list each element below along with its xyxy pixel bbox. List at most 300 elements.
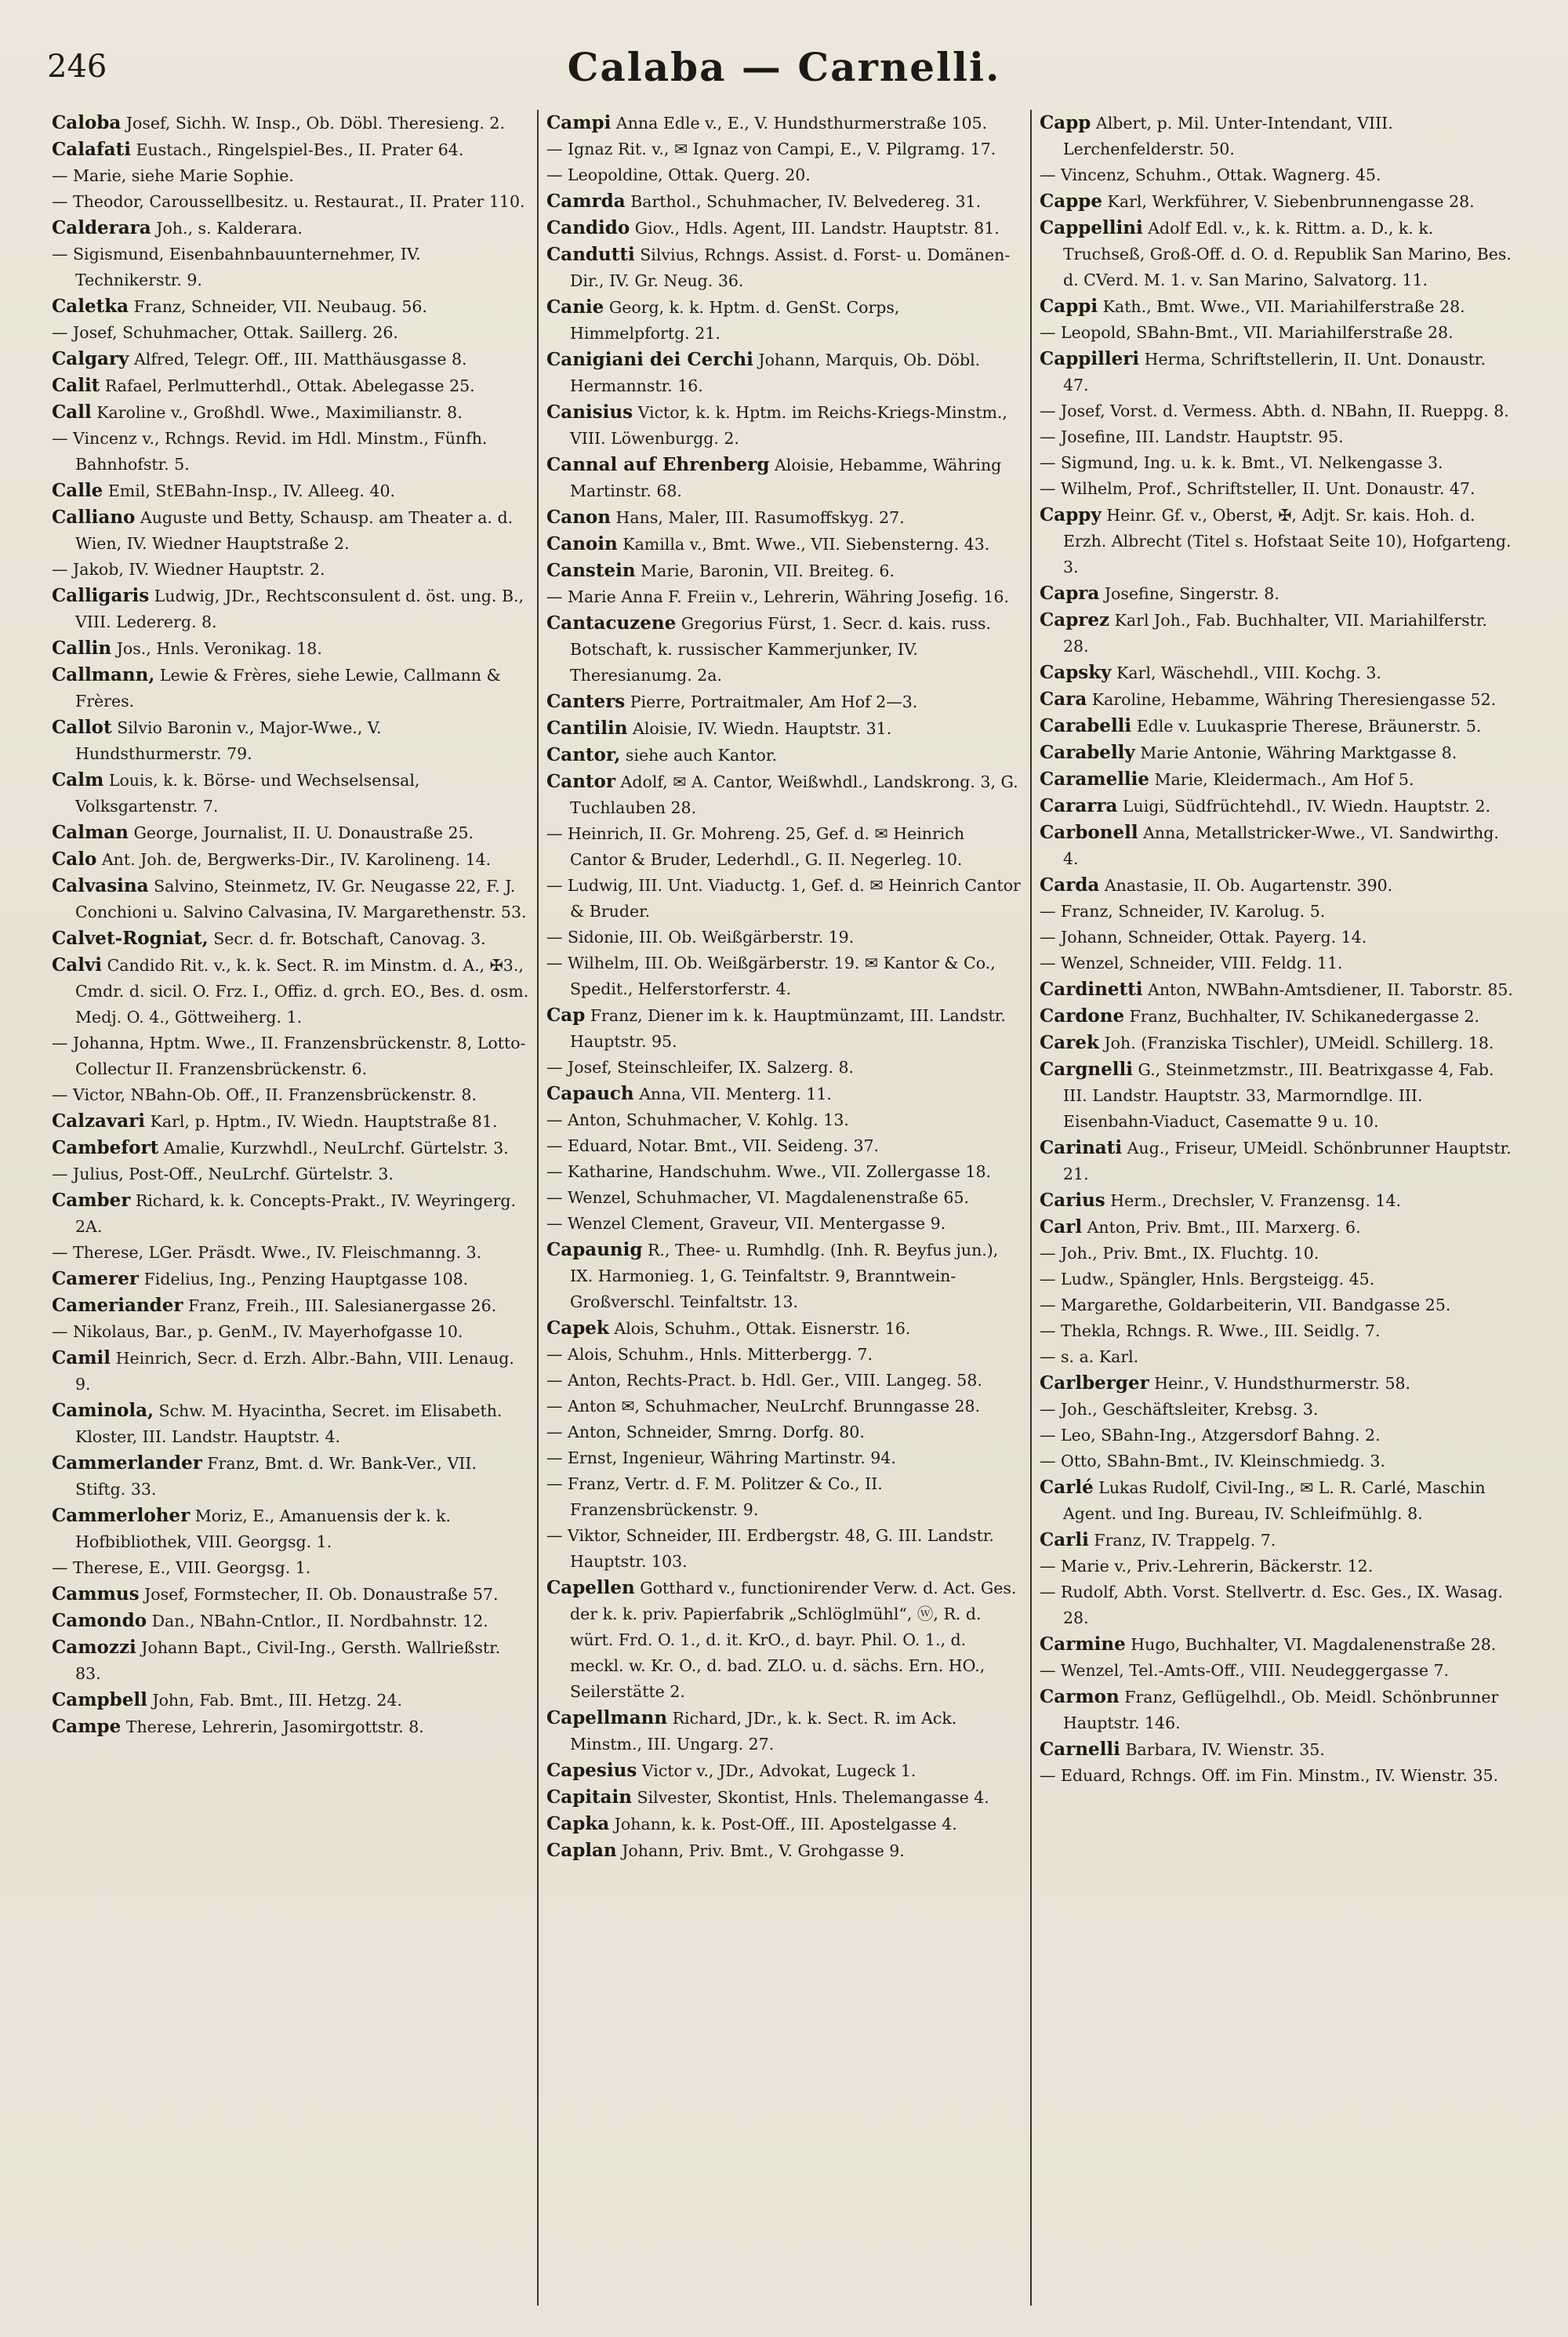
entry-surname: Capellmann — [546, 1707, 668, 1728]
directory-entry — [546, 1445, 1022, 1471]
entry-details: Gotthard v., functionirender Verw. d. Act. Ges. der k. k. priv. Papierfabrik „Schlöglmühl“, ⓦ, R. d. würt. Frd. O. 1., d. it. KrO., d. bayr. Phil. O. 1., d. meckl. w. Kr. O., d. bad. ZLO. u. d. sächs. Ern. HO., Seilerstätte 2. — [570, 1579, 1017, 1701]
directory-entry — [1040, 1631, 1515, 1658]
entry-details: — Sigmund, Ing. u. k. k. Bmt., VI. Nelkengasse 3. — [1040, 453, 1443, 472]
directory-entry — [1040, 1318, 1515, 1344]
directory-entry — [52, 426, 529, 478]
directory-entry — [1040, 1554, 1515, 1579]
directory-entry — [1040, 660, 1515, 686]
entry-surname: Caletka — [52, 296, 129, 317]
entry-details: Johann, k. k. Post-Off., III. Apostelgasse 4. — [614, 1815, 957, 1834]
entry-details: — Marie, siehe Marie Sophie. — [52, 166, 294, 185]
entry-surname: Cameriander — [52, 1295, 183, 1316]
entry-details: Johann, Priv. Bmt., V. Grohgasse 9. — [622, 1841, 905, 1860]
entry-surname: Cantacuzene — [546, 612, 677, 634]
entry-details: Hugo, Buchhalter, VI. Magdalenenstraße 28. — [1131, 1635, 1497, 1654]
entry-surname: Camondo — [52, 1610, 147, 1631]
directory-entry — [52, 399, 529, 426]
directory-entry — [1040, 950, 1515, 976]
entry-details: — Leopold, SBahn-Bmt., VII. Mariahilferstraße 28. — [1040, 323, 1454, 342]
entry-surname: Cappellini — [1040, 217, 1143, 238]
entry-surname: Cargnelli — [1040, 1059, 1133, 1080]
entry-details: Fidelius, Ing., Penzing Hauptgasse 108. — [143, 1270, 469, 1288]
entry-details: Therese, Lehrerin, Jasomirgottstr. 8. — [125, 1717, 424, 1736]
directory-entry — [52, 1345, 529, 1397]
directory-entry — [546, 399, 1022, 452]
entry-details: Pierre, Portraitmaler, Am Hof 2—3. — [630, 692, 918, 711]
entry-details: Amalie, Kurzwhdl., NeuLrchf. Gürtelstr. 3. — [163, 1139, 509, 1158]
directory-entry — [1040, 346, 1515, 398]
directory-entry — [52, 1030, 529, 1082]
directory-entry — [1040, 1658, 1515, 1684]
directory-entry — [1040, 1003, 1515, 1030]
directory-entry — [1040, 740, 1515, 766]
entry-details: Rafael, Perlmutterhdl., Ottak. Abelegasse 25. — [104, 376, 475, 395]
directory-entry — [546, 1211, 1022, 1237]
directory-entry — [52, 1319, 529, 1345]
directory-entry — [546, 1811, 1022, 1837]
entry-details: Karoline v., Großhdl. Wwe., Maximilianstr. 8. — [96, 403, 463, 422]
entry-surname: Cammerlander — [52, 1452, 202, 1474]
entry-details: — Anton, Rechts-Pract. b. Hdl. Ger., VIII. Langeg. 58. — [546, 1371, 982, 1390]
directory-entry — [1040, 1030, 1515, 1056]
entry-details: Franz, Buchhalter, IV. Schikanedergasse 2. — [1129, 1007, 1480, 1026]
directory-entry — [1040, 188, 1515, 215]
entry-surname: Cap — [546, 1005, 586, 1026]
directory-entry — [1040, 1292, 1515, 1318]
entry-details: — Josef, Vorst. d. Vermess. Abth. d. NBahn, II. Rueppg. 8. — [1040, 402, 1509, 420]
entry-details: Franz, Freih., III. Salesianergasse 26. — [188, 1296, 497, 1315]
entry-details: Albert, p. Mil. Unter-Intendant, VIII. Lerchenfelderstr. 50. — [1063, 114, 1393, 158]
entry-details: — Thekla, Rchngs. R. Wwe., III. Seidlg. 7. — [1040, 1321, 1381, 1340]
directory-entry — [546, 1055, 1022, 1081]
entry-details: Josef, Sichh. W. Insp., Ob. Döbl. Theresieng. 2. — [125, 114, 505, 133]
entry-details: — Sidonie, III. Ob. Weißgärberstr. 19. — [546, 928, 855, 947]
entry-details: Anastasie, II. Ob. Augartenstr. 390. — [1104, 876, 1393, 895]
entry-details: — Theodor, Caroussellbesitz. u. Restaurat., II. Prater 110. — [52, 192, 525, 211]
directory-entry — [546, 1705, 1022, 1757]
directory-entry — [1040, 686, 1515, 713]
entry-details: Heinrich, Secr. d. Erzh. Albr.-Bahn, VIII. Lenaug. 9. — [75, 1349, 514, 1394]
directory-entry — [1040, 1214, 1515, 1241]
entry-details: Joh., s. Kalderara. — [156, 219, 303, 238]
directory-entry — [1040, 1579, 1515, 1631]
entry-surname: Carabelly — [1040, 742, 1135, 763]
directory-entry — [52, 189, 529, 215]
entry-surname: Calligaris — [52, 585, 150, 606]
entry-details: Johann, Marquis, Ob. Döbl. Hermannstr. 16. — [570, 351, 981, 395]
directory-entry — [546, 1757, 1022, 1784]
entry-surname: Campbell — [52, 1689, 147, 1710]
entry-surname: Calzavari — [52, 1110, 146, 1132]
entry-surname: Calit — [52, 375, 100, 396]
directory-entry — [1040, 162, 1515, 188]
entry-details: Karl, Wäschehdl., VIII. Kochg. 3. — [1116, 663, 1381, 682]
directory-entry — [52, 952, 529, 1030]
entry-details: — Jakob, IV. Wiedner Hauptstr. 2. — [52, 560, 325, 579]
entry-details: Luigi, Südfrüchtehdl., IV. Wiedn. Hauptstr. 2. — [1122, 797, 1491, 816]
entry-details: Moriz, E., Amanuensis der k. k. Hofbibliothek, VIII. Georgsg. 1. — [75, 1507, 452, 1551]
entry-details: Alfred, Telegr. Off., III. Matthäusgasse 8. — [133, 350, 467, 369]
entry-details: Heinr., V. Hundsthurmerstr. 58. — [1154, 1374, 1411, 1393]
running-title: Calaba — Carnelli. — [567, 43, 1001, 90]
directory-entry — [1040, 293, 1515, 320]
entry-details: Salvino, Steinmetz, IV. Gr. Neugasse 22, F. J. Conchioni u. Salvino Calvasina, IV. Margarethenstr. 53. — [75, 877, 527, 921]
directory-entry — [546, 558, 1022, 584]
directory-entry — [546, 110, 1022, 136]
entry-surname: Cantor, — [546, 744, 621, 765]
directory-entry — [546, 925, 1022, 950]
entry-details: — Anton, Schuhmacher, V. Kohlg. 13. — [546, 1110, 849, 1129]
entry-surname: Calo — [52, 849, 97, 870]
directory-entry — [1040, 766, 1515, 793]
entry-details: — Alois, Schuhm., Hnls. Mitterbergg. 7. — [546, 1345, 873, 1364]
directory-entry — [1040, 424, 1515, 450]
entry-details: — Marie v., Priv.-Lehrerin, Bäckerstr. 12. — [1040, 1557, 1374, 1576]
entry-surname: Capesius — [546, 1760, 637, 1781]
entry-details: Anna Edle v., E., V. Hundsthurmerstraße 105. — [615, 114, 988, 133]
entry-surname: Cappy — [1040, 504, 1102, 525]
entry-details: siehe auch Kantor. — [625, 746, 777, 765]
entry-details: Kamilla v., Bmt. Wwe., VII. Siebensterng. 43. — [622, 535, 990, 554]
directory-entry — [546, 1419, 1022, 1445]
entry-details: — Julius, Post-Off., NeuLrchf. Gürtelstr. 3. — [52, 1165, 394, 1183]
entry-details: — Therese, LGer. Präsdt. Wwe., IV. Fleischmanng. 3. — [52, 1243, 482, 1262]
directory-entry — [546, 1107, 1022, 1133]
entry-surname: Cantor — [546, 771, 616, 792]
directory-entry — [1040, 110, 1515, 162]
entry-details: Ludwig, JDr., Rechtsconsulent d. öst. ung. B., VIII. Ledererg. 8. — [75, 587, 524, 631]
entry-details: Jos., Hnls. Veronikag. 18. — [116, 639, 322, 658]
directory-entry — [546, 1133, 1022, 1159]
directory-entry — [546, 689, 1022, 715]
directory-entry — [1040, 976, 1515, 1003]
entry-surname: Canoin — [546, 533, 618, 554]
entry-details: Karl Joh., Fab. Buchhalter, VII. Mariahilferstr. 28. — [1063, 611, 1487, 656]
entry-surname: Carli — [1040, 1529, 1089, 1550]
directory-entry — [1040, 1423, 1515, 1448]
directory-entry — [52, 846, 529, 873]
directory-entry — [52, 1187, 529, 1240]
entry-details: Franz, Schneider, VII. Neubaug. 56. — [133, 297, 427, 316]
directory-entry — [1040, 820, 1515, 872]
entry-details: — Vincenz v., Rchngs. Revid. im Hdl. Minstm., Fünfh. Bahnhofstr. 5. — [52, 429, 488, 474]
directory-entry — [1040, 1135, 1515, 1187]
entry-details: Secr. d. fr. Botschaft, Canovag. 3. — [213, 929, 486, 948]
directory-entry — [52, 320, 529, 346]
entry-surname: Camozzi — [52, 1637, 136, 1658]
directory-entry — [1040, 320, 1515, 346]
entry-details: Candido Rit. v., k. k. Sect. R. im Minstm. d. A., ✠3., Cmdr. d. sicil. O. Frz. I., Offiz. d. grch. EO., Bes. d. osm. Medj. O. 4., Göttweiherg. 1. — [75, 956, 529, 1027]
directory-entry — [546, 242, 1022, 294]
entry-details: Aloisie, IV. Wiedn. Hauptstr. 31. — [633, 719, 892, 738]
entry-details: — Leo, SBahn-Ing., Atzgersdorf Bahng. 2. — [1040, 1426, 1381, 1445]
directory-entry — [546, 1081, 1022, 1107]
directory-entry — [52, 1687, 529, 1714]
directory-entry — [52, 873, 529, 925]
entry-details: Karoline, Hebamme, Währing Theresiengasse 52. — [1091, 690, 1497, 709]
entry-surname: Camil — [52, 1347, 111, 1368]
entry-details: — Johann, Schneider, Ottak. Payerg. 14. — [1040, 928, 1367, 947]
entry-details: Victor, k. k. Hptm. im Reichs-Kriegs-Minstm., VIII. Löwenburgg. 2. — [570, 403, 1007, 448]
entry-surname: Callot — [52, 717, 112, 738]
directory-entry — [1040, 1344, 1515, 1370]
entry-details: — Heinrich, II. Gr. Mohreng. 25, Gef. d. ✉ Heinrich Cantor & Bruder, Lederhdl., G. II. Negerleg. 10. — [546, 824, 965, 869]
entry-surname: Carius — [1040, 1190, 1105, 1211]
entry-surname: Caprez — [1040, 609, 1110, 631]
entry-surname: Canisius — [546, 402, 633, 423]
directory-entry — [1040, 1370, 1515, 1397]
directory-entry — [1040, 1684, 1515, 1736]
entry-surname: Camber — [52, 1190, 131, 1211]
entry-details: Kath., Bmt. Wwe., VII. Mariahilferstraße 28. — [1102, 297, 1465, 316]
directory-entry — [52, 1555, 529, 1581]
directory-entry — [546, 1185, 1022, 1211]
entry-surname: Camerer — [52, 1268, 140, 1289]
directory-entry — [546, 742, 1022, 769]
directory-entry — [1040, 1474, 1515, 1527]
entry-details: Marie Antonie, Währing Marktgasse 8. — [1140, 743, 1457, 762]
entry-details: — Sigismund, Eisenbahnbauunternehmer, IV. Technikerstr. 9. — [52, 245, 421, 289]
directory-entry — [546, 1471, 1022, 1523]
entry-surname: Carmine — [1040, 1634, 1126, 1655]
entry-details: Marie, Baronin, VII. Breiteg. 6. — [641, 562, 895, 580]
directory-entry — [1040, 1056, 1515, 1135]
entry-details: R., Thee- u. Rumhdlg. (Inh. R. Beyfus jun.), IX. Harmonieg. 1, G. Teinfaltstr. 9, Branntwein-Großverschl. Teinfaltstr. 13. — [570, 1241, 999, 1311]
directory-entry — [52, 373, 529, 399]
directory-entry — [52, 163, 529, 189]
entry-surname: Carlberger — [1040, 1372, 1149, 1394]
entry-details: Aloisie, Hebamme, Währing Martinstr. 68. — [570, 456, 1002, 500]
directory-entry — [1040, 1397, 1515, 1423]
entry-details: G., Steinmetzmstr., III. Beatrixgasse 4, Fab. III. Landstr. Hauptstr. 33, Marmorndlge. III. Eisenbahn-Viaduct, Casematte 9 u. 10. — [1063, 1060, 1494, 1131]
entry-details: — Eduard, Rchngs. Off. im Fin. Minstm., IV. Wienstr. 35. — [1040, 1766, 1499, 1785]
entry-details: — Ludw., Spängler, Hnls. Bergsteigg. 45. — [1040, 1270, 1375, 1288]
entry-details: Josefine, Singerstr. 8. — [1104, 584, 1279, 603]
directory-entry — [546, 1002, 1022, 1055]
entry-surname: Calvet-Rogniat, — [52, 928, 209, 949]
entry-details: Franz, Diener im k. k. Hauptmünzamt, III. Landstr. Hauptstr. 95. — [570, 1006, 1006, 1051]
entry-details: — Franz, Vertr. d. F. M. Politzer & Co., II. Franzensbrückenstr. 9. — [546, 1474, 883, 1519]
directory-entry — [52, 1240, 529, 1266]
directory-entry — [52, 635, 529, 662]
directory-entry — [1040, 1267, 1515, 1292]
directory-entry — [1040, 793, 1515, 820]
entry-details: — Victor, NBahn-Ob. Off., II. Franzensbrückenstr. 8. — [52, 1085, 477, 1104]
directory-entry — [546, 136, 1022, 162]
directory-entry — [52, 1581, 529, 1608]
entry-surname: Canie — [546, 296, 604, 318]
directory-entry — [546, 1837, 1022, 1864]
entry-details: Franz, Bmt. d. Wr. Bank-Ver., VII. Stiftg. 33. — [75, 1454, 477, 1499]
entry-surname: Calm — [52, 769, 104, 791]
entry-surname: Calgary — [52, 348, 129, 369]
entry-details: — Ignaz Rit. v., ✉ Ignaz von Campi, E., V. Pilgramg. 17. — [546, 140, 996, 158]
entry-surname: Candido — [546, 217, 630, 238]
entry-surname: Carbonell — [1040, 822, 1138, 843]
entry-surname: Callmann, — [52, 664, 155, 685]
entry-details: Alois, Schuhm., Ottak. Eisnerstr. 16. — [614, 1319, 911, 1338]
entry-details: George, Journalist, II. U. Donaustraße 25. — [133, 823, 474, 842]
entry-details: Eustach., Ringelspiel-Bes., II. Prater 64. — [136, 140, 464, 159]
directory-entry — [546, 821, 1022, 873]
entry-surname: Cambefort — [52, 1137, 159, 1158]
entry-surname: Cararra — [1040, 795, 1118, 816]
entry-details: Barbara, IV. Wienstr. 35. — [1125, 1740, 1325, 1759]
entry-details: — Joh., Geschäftsleiter, Krebsg. 3. — [1040, 1400, 1319, 1419]
entry-surname: Cammus — [52, 1583, 140, 1605]
entry-details: — Eduard, Notar. Bmt., VII. Seideng. 37. — [546, 1136, 880, 1155]
entry-surname: Carmon — [1040, 1686, 1120, 1707]
entry-details: — Josef, Steinschleifer, IX. Salzerg. 8. — [546, 1058, 855, 1077]
directory-entry — [1040, 580, 1515, 607]
entry-details: Anton, NWBahn-Amtsdiener, II. Taborstr. 85. — [1148, 980, 1513, 999]
directory-entry — [546, 504, 1022, 531]
entry-details: Schw. M. Hyacintha, Secret. im Elisabeth. Kloster, III. Landstr. Hauptstr. 4. — [75, 1401, 503, 1446]
entry-surname: Carek — [1040, 1032, 1099, 1053]
directory-entry — [52, 714, 529, 767]
entry-details: — Katharine, Handschuhm. Wwe., VII. Zollergasse 18. — [546, 1162, 992, 1181]
directory-entry — [52, 1108, 529, 1135]
entry-details: Franz, IV. Trappelg. 7. — [1094, 1531, 1276, 1550]
directory-entry — [546, 294, 1022, 347]
entry-details: Hans, Maler, III. Rasumoffskyg. 27. — [615, 508, 905, 527]
directory-entry — [546, 452, 1022, 504]
directory-entry — [1040, 215, 1515, 293]
entry-details: — Wenzel, Schneider, VIII. Feldg. 11. — [1040, 954, 1343, 972]
entry-details: Joh. (Franziska Tischler), UMeidl. Schillerg. 18. — [1104, 1034, 1494, 1052]
entry-details: — Joh., Priv. Bmt., IX. Fluchtg. 10. — [1040, 1244, 1319, 1263]
entry-surname: Capsky — [1040, 662, 1112, 683]
entry-details: — Nikolaus, Bar., p. GenM., IV. Mayerhofgasse 10. — [52, 1322, 463, 1341]
entry-details: — Viktor, Schneider, III. Erdbergstr. 48, G. III. Landstr. Hauptstr. 103. — [546, 1526, 994, 1571]
directory-entry — [1040, 450, 1515, 476]
entry-details: — Josefine, III. Landstr. Hauptstr. 95. — [1040, 427, 1344, 446]
directory-entry — [52, 557, 529, 583]
entry-details: — Leopoldine, Ottak. Querg. 20. — [546, 165, 811, 184]
entry-surname: Calman — [52, 822, 129, 843]
directory-entry — [546, 584, 1022, 610]
entry-surname: Carl — [1040, 1216, 1083, 1238]
entry-details: — Therese, E., VIII. Georgsg. 1. — [52, 1558, 311, 1577]
entry-details: — Wenzel, Schuhmacher, VI. Magdalenenstraße 65. — [546, 1188, 970, 1207]
directory-entry — [1040, 1763, 1515, 1789]
directory-entry — [1040, 872, 1515, 899]
directory-entry — [546, 1237, 1022, 1315]
directory-entry — [546, 162, 1022, 188]
entry-details: — Marie Anna F. Freiin v., Lehrerin, Währing Josefig. 16. — [546, 587, 1009, 606]
entry-details: Georg, k. k. Hptm. d. GenSt. Corps, Himmelpfortg. 21. — [570, 298, 900, 343]
entry-details: Franz, Geflügelhdl., Ob. Meidl. Schönbrunner Hauptstr. 146. — [1063, 1688, 1499, 1732]
column-left — [44, 110, 537, 2306]
directory-entry — [546, 950, 1022, 1002]
entry-surname: Caplan — [546, 1840, 617, 1861]
directory-entry — [546, 1523, 1022, 1575]
entry-details: Karl, Werkführer, V. Siebenbrunnengasse 28. — [1107, 192, 1475, 211]
directory-entry — [52, 136, 529, 163]
entry-surname: Callin — [52, 638, 112, 659]
entry-details: — Ernst, Ingenieur, Währing Martinstr. 94. — [546, 1448, 896, 1467]
entry-details: — Johanna, Hptm. Wwe., II. Franzensbrückenstr. 8, Lotto-Collectur II. Franzensbrückenstr. 6. — [52, 1034, 526, 1078]
entry-details: Karl, p. Hptm., IV. Wiedn. Hauptstraße 81. — [150, 1112, 498, 1131]
entry-details: — Anton, Schneider, Smrng. Dorfg. 80. — [546, 1423, 865, 1441]
entry-details: — Josef, Schuhmacher, Ottak. Saillerg. 26. — [52, 323, 398, 342]
entry-details: — Otto, SBahn-Bmt., IV. Kleinschmiedg. 3. — [1040, 1452, 1385, 1470]
directory-entry — [1040, 713, 1515, 740]
entry-details: Herm., Drechsler, V. Franzensg. 14. — [1110, 1191, 1402, 1210]
directory-entry — [546, 1315, 1022, 1342]
entry-details: Herma, Schriftstellerin, II. Unt. Donaustr. 47. — [1063, 350, 1486, 394]
directory-entry — [52, 583, 529, 635]
entry-surname: Cappi — [1040, 296, 1098, 317]
entry-surname: Calvi — [52, 954, 103, 976]
entry-surname: Cappilleri — [1040, 348, 1140, 369]
entry-surname: Calle — [52, 480, 103, 501]
entry-surname: Capaunig — [546, 1239, 643, 1260]
entry-surname: Call — [52, 402, 92, 423]
entry-details: Edle v. Luukasprie Therese, Bräunerstr. 5. — [1136, 717, 1482, 736]
directory-entry — [52, 1503, 529, 1555]
entry-details: Richard, k. k. Concepts-Prakt., IV. Weyringerg. 2A. — [75, 1191, 517, 1236]
directory-entry — [52, 1634, 529, 1687]
directory-entry — [546, 1159, 1022, 1185]
entry-details: Silvio Baronin v., Major-Wwe., V. Hundsthurmerstr. 79. — [75, 718, 382, 763]
directory-entry — [1040, 1187, 1515, 1214]
entry-details: Victor v., JDr., Advokat, Lugeck 1. — [641, 1761, 916, 1780]
entry-details: Adolf, ✉ A. Cantor, Weißwhdl., Landskrong. 3, G. Tuchlauben 28. — [570, 772, 1018, 817]
entry-details: — Ludwig, III. Unt. Viaductg. 1, Gef. d. ✉ Heinrich Cantor & Bruder. — [546, 876, 1021, 921]
entry-details: Auguste und Betty, Schausp. am Theater a. d. Wien, IV. Wiedner Hauptstraße 2. — [75, 508, 514, 553]
entry-details: Heinr. Gf. v., Oberst, ✠, Adjt. Sr. kais. Hoh. d. Erzh. Albrecht (Titel s. Hofstaat Seite 10), Hofgarteng. 3. — [1063, 506, 1512, 576]
directory-entry — [546, 531, 1022, 558]
entry-surname: Caminola, — [52, 1400, 154, 1421]
directory-entry — [52, 346, 529, 373]
directory-entry — [52, 478, 529, 504]
directory-entry — [52, 767, 529, 820]
directory-entry — [52, 1266, 529, 1292]
directory-entry — [52, 1082, 529, 1108]
directory-entry — [1040, 1736, 1515, 1763]
directory-entry — [52, 1292, 529, 1319]
entry-surname: Cara — [1040, 689, 1087, 710]
entry-surname: Campi — [546, 112, 612, 133]
entry-surname: Capra — [1040, 583, 1100, 604]
directory-entry — [52, 293, 529, 320]
entry-surname: Carinati — [1040, 1137, 1123, 1158]
entry-details: Anton, Priv. Bmt., III. Marxerg. 6. — [1087, 1218, 1361, 1237]
entry-surname: Camrda — [546, 191, 626, 212]
directory-entry — [52, 504, 529, 557]
directory-entry — [52, 242, 529, 293]
entry-surname: Capitain — [546, 1786, 633, 1808]
entry-surname: Calvasina — [52, 875, 149, 896]
entry-surname: Capellen — [546, 1577, 635, 1598]
directory-entry — [52, 110, 529, 136]
entry-surname: Canon — [546, 507, 611, 528]
entry-surname: Calafati — [52, 139, 132, 160]
entry-details: Lewie & Frères, siehe Lewie, Callmann & Frères. — [75, 666, 501, 711]
directory-entry — [546, 1342, 1022, 1368]
entry-surname: Canters — [546, 691, 626, 712]
directory-entry — [546, 715, 1022, 742]
entry-surname: Caramellie — [1040, 769, 1150, 790]
entry-surname: Canigiani dei Cerchi — [546, 349, 753, 370]
directory-entry — [52, 662, 529, 714]
entry-details: — Rudolf, Abth. Vorst. Stellvertr. d. Esc. Ges., IX. Wasag. 28. — [1040, 1583, 1504, 1627]
directory-entry — [546, 1575, 1022, 1705]
directory-entry — [52, 1135, 529, 1161]
entry-details: Anna, VII. Menterg. 11. — [639, 1085, 832, 1103]
directory-columns — [44, 110, 1524, 2306]
